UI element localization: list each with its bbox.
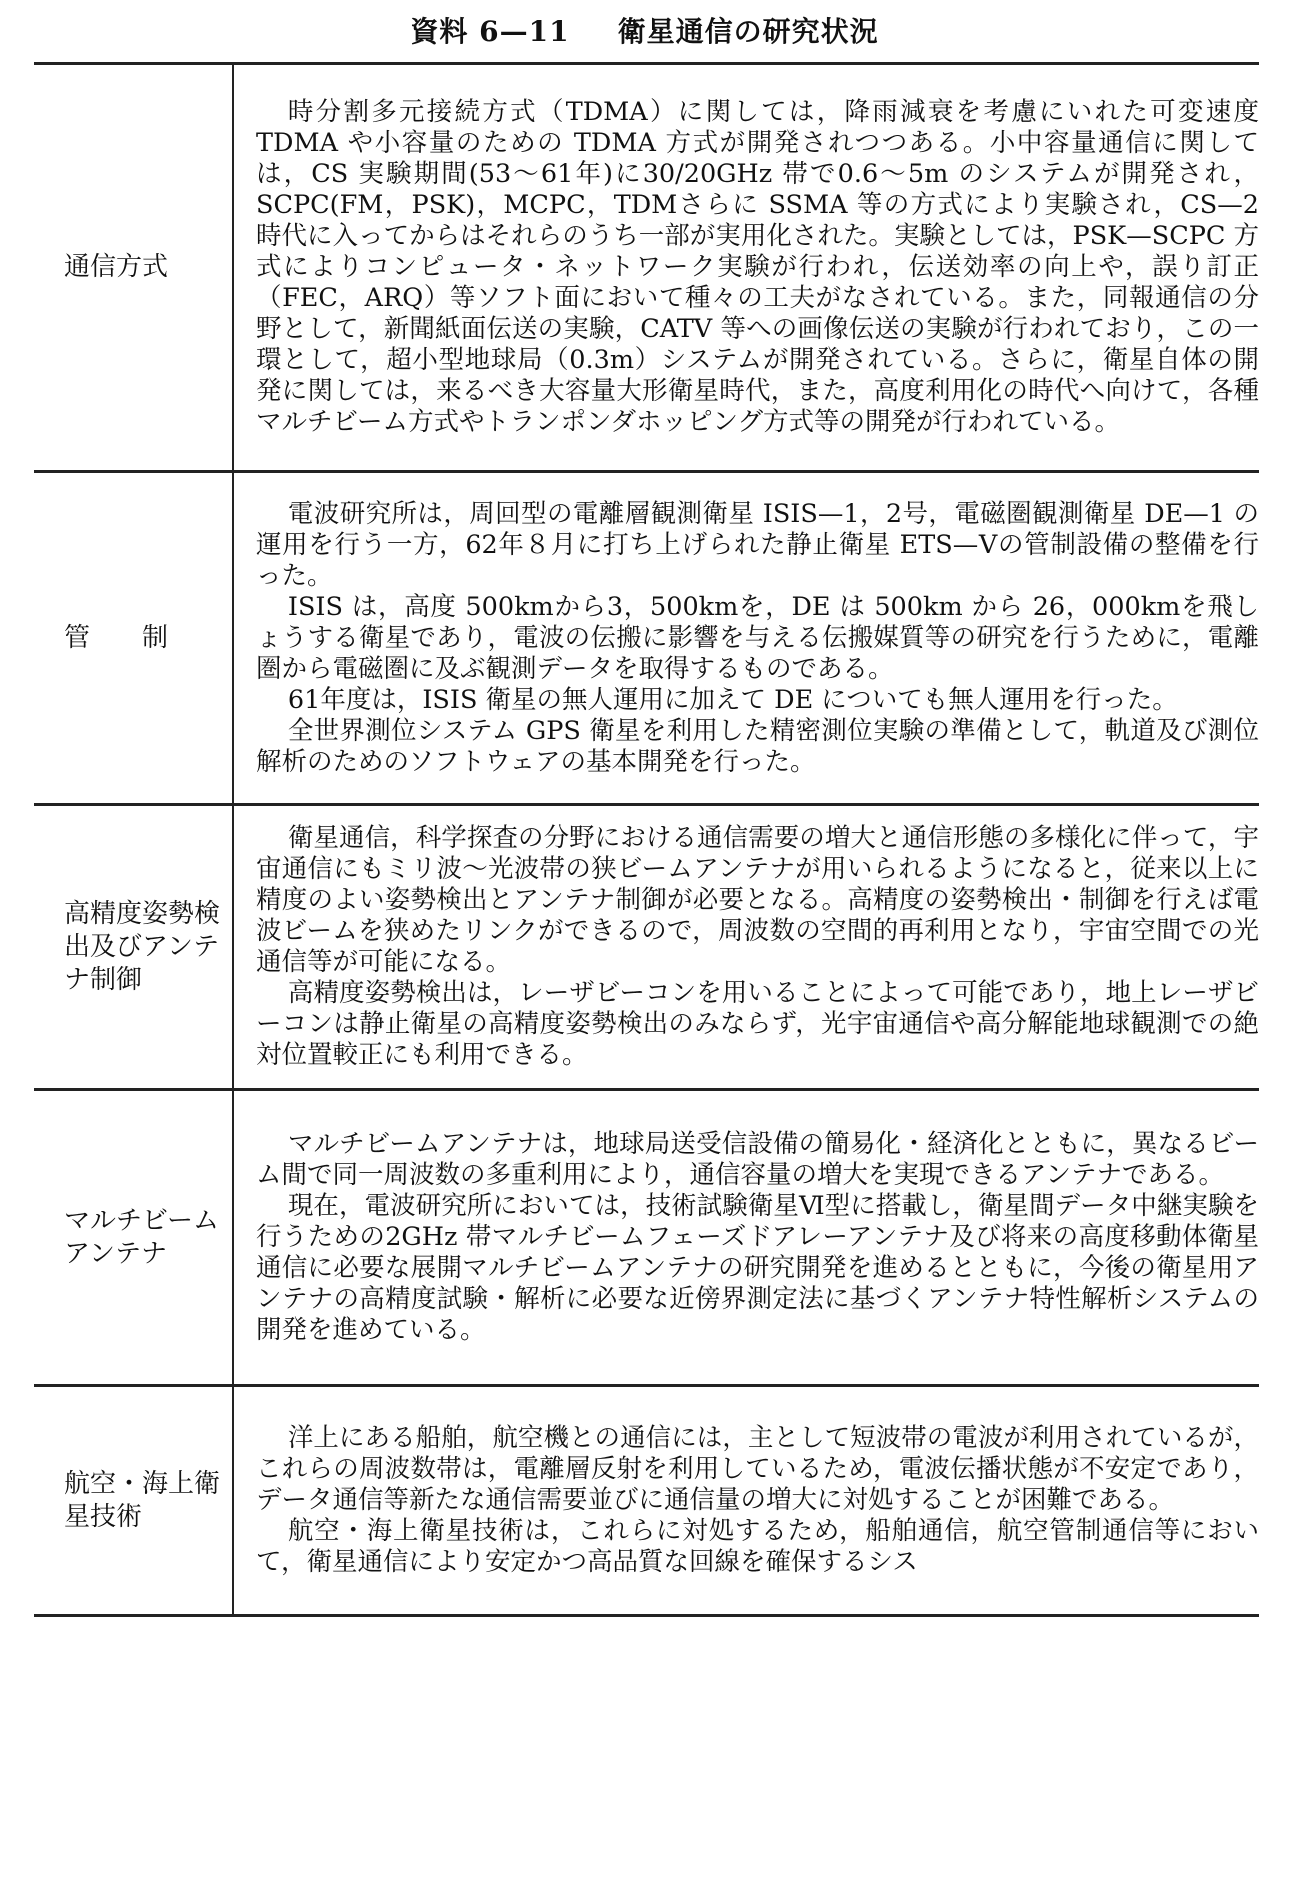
paragraph: 61年度は，ISIS 衛星の無人運用に加えて DE についても無人運用を行った。 [287, 684, 1178, 715]
paragraph: マルチビームアンテナは，地球局送受信設備の簡易化・経済化とともに，異なるビーム間で同一周波数の多重利用により，通信容量の増大を実現できるアンテナである。 [256, 1129, 1259, 1190]
row-description [233, 805, 1259, 1090]
research-status-table [34, 62, 1259, 1617]
row-category: マルチビームアンテナ [34, 1090, 233, 1386]
paragraph: 高精度姿勢検出は，レーザビーコンを用いることによって可能であり，地上レーザビーコンは静止衛星の高精度姿勢検出のみならず，光宇宙通信や高分解能地球観測での絶対位置較正にも利用できる。 [256, 978, 1259, 1070]
table-row [34, 472, 1259, 805]
paragraph: 電波研究所は，周回型の電離層観測衛星 ISIS—1，2号，電磁圏観測衛星 DE—1 の運用を行う一方，62年８月に打ち上げられた静止衛星 ETS—Ⅴの管制設備の整備を行った。 [256, 498, 1259, 591]
paragraph: 全世界測位システム GPS 衛星を利用した精密測位実験の準備として，軌道及び測位解析のためのソフトウェアの基本開発を行った。 [256, 715, 1259, 777]
page-title [0, 10, 1289, 50]
row-category: 航空・海上衛星技術 [34, 1386, 233, 1616]
document-title: 衛星通信の研究状況 [617, 15, 879, 48]
paragraph: 航空・海上衛星技術は，これらに対処するため，船舶通信，航空管制通信等において，衛星通信により安定かつ高品質な回線を確保するシス [256, 1516, 1259, 1577]
paragraph: 衛星通信，科学探査の分野における通信需要の増大と通信形態の多様化に伴って，宇宙通信にもミリ波〜光波帯の狭ビームアンテナが用いられるようになると，従来以上に精度のよい姿勢検出とアンテナ制御が必要となる。高精度の姿勢検出・制御を行えば電波ビームを狭めたリンクができるので，周波数の空間的再利用となり，宇宙空間での光通信等が可能になる。 [256, 823, 1259, 977]
table-row [34, 1090, 1259, 1386]
row-description [233, 1090, 1259, 1386]
row-category: 通信方式 [34, 64, 233, 472]
document-number: 資料 6—11 [410, 15, 570, 48]
row-description [233, 472, 1259, 805]
row-category: 高精度姿勢検出及びアンテナ制御 [34, 805, 233, 1090]
paragraph: 現在，電波研究所においては，技術試験衛星Ⅵ型に搭載し，衛星間データ中継実験を行うための2GHz 帯マルチビームフェーズドアレーアンテナ及び将来の高度移動体衛星通信に必要な展開マルチビームアンテナの研究開発を進めるとともに，今後の衛星用アンテナの高精度試験・解析に必要な近傍界測定法に基づくアンテナ特性解析システムの開発を進めている。 [256, 1191, 1259, 1345]
table-row [34, 64, 1259, 472]
paragraph: ISIS は，高度 500kmから3，500kmを，DE は 500km から 26，000kmを飛しょうする衛星であり，電波の伝搬に影響を与える伝搬媒質等の研究を行うために，電離圏から電磁圏に及ぶ観測データを取得するものである。 [256, 591, 1259, 684]
table-row [34, 805, 1259, 1090]
row-description [233, 1386, 1259, 1616]
row-description [233, 64, 1259, 472]
paragraph: 時分割多元接続方式（TDMA）に関しては，降雨減衰を考慮にいれた可変速度 TDMA や小容量のための TDMA 方式が開発されつつある。小中容量通信に関しては，CS 実験期間(53〜61年)に30/20GHz 帯で0.6〜5m のシステムが開発され，SCPC(FM，PSK)，MCPC，TDMさらに SSMA 等の方式により実験され，CS—2 時代に入ってからはそれらのうち一部が実用化された。実験としては，PSK—SCPC 方式によりコンピュータ・ネットワーク実験が行われ，伝送効率の向上や，誤り訂正（FEC，ARQ）等ソフト面において種々の工夫がなされている。また，同報通信の分野として，新聞紙面伝送の実験，CATV 等への画像伝送の実験が行われており，この一環として，超小型地球局（0.3m）システムが開発されている。さらに，衛星自体の開発に関しては，来るべき大容量大形衛星時代，また，高度利用化の時代へ向けて，各種マルチビーム方式やトランポンダホッピング方式等の開発が行われている。 [256, 97, 1259, 437]
paragraph: 洋上にある船舶，航空機との通信には，主として短波帯の電波が利用されているが，これらの周波数帯は，電離層反射を利用しているため，電波伝播状態が不安定であり，データ通信等新たな通信需要並びに通信量の増大に対処することが困難である。 [256, 1423, 1259, 1515]
row-category: 管制 [34, 472, 233, 805]
table-row [34, 1386, 1259, 1616]
